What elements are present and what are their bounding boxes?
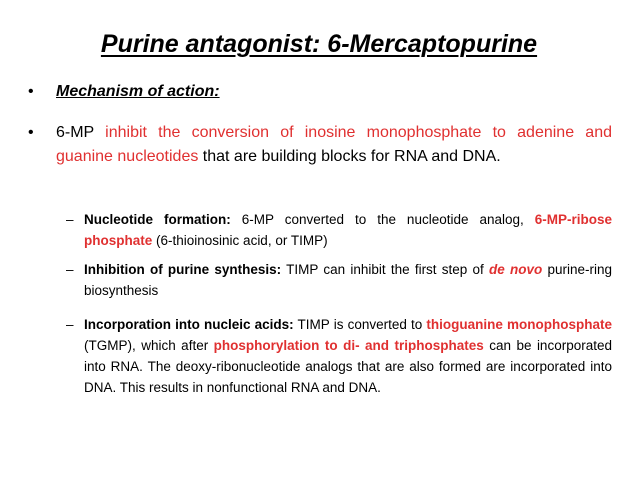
sub-point-red-term: phosphorylation to di- and triphosphates bbox=[213, 338, 484, 353]
sub-point-heading: Nucleotide formation: bbox=[84, 212, 231, 227]
main-point-highlight: inhibit the conversion of inosine monophosphate to adenine and guanine nucleotides bbox=[56, 124, 612, 165]
sub-point-text: can be incorporated into RNA. The deoxy-ribonucleotide analogs that are also formed are incorporated into DNA. This results in nonfunctional RNA and DNA. bbox=[84, 338, 612, 395]
sub-point-incorporation bbox=[84, 314, 612, 398]
sub-point-text: TIMP is converted to bbox=[293, 317, 427, 332]
sub-point-heading: Incorporation into nucleic acids: bbox=[84, 317, 294, 332]
sub-point-text: (TGMP), which after bbox=[84, 338, 214, 353]
sub-point-text: purine-ring biosynthesis bbox=[84, 262, 612, 298]
sub-point-heading: Inhibition of purine synthesis: bbox=[84, 262, 282, 277]
main-point bbox=[56, 121, 612, 169]
dash-icon: – bbox=[66, 262, 74, 277]
sub-point-red-term: 6-MP-ribose phosphate bbox=[84, 212, 612, 248]
sub-point-nucleotide-formation bbox=[84, 209, 612, 251]
main-point-pre: 6-MP bbox=[56, 124, 106, 141]
sub-point-text: TIMP can inhibit the first step of bbox=[281, 262, 489, 277]
sub-point-red-term: thioguanine monophosphate bbox=[426, 317, 612, 332]
mechanism-heading: Mechanism of action: bbox=[56, 83, 220, 100]
dash-icon: – bbox=[66, 317, 74, 332]
sub-point-text: 6-MP converted to the nucleotide analog, bbox=[230, 212, 535, 227]
bullet-icon: • bbox=[28, 124, 34, 141]
main-point-post: that are building blocks for RNA and DNA. bbox=[198, 148, 501, 165]
sub-point-text: (6-thioinosinic acid, or TIMP) bbox=[152, 233, 328, 248]
sub-point-red-term: de novo bbox=[489, 262, 543, 277]
bullet-icon: • bbox=[28, 83, 34, 100]
slide-title: Purine antagonist: 6-Mercaptopurine bbox=[100, 30, 538, 58]
sub-point-inhibition bbox=[84, 259, 612, 301]
dash-icon: – bbox=[66, 212, 74, 227]
